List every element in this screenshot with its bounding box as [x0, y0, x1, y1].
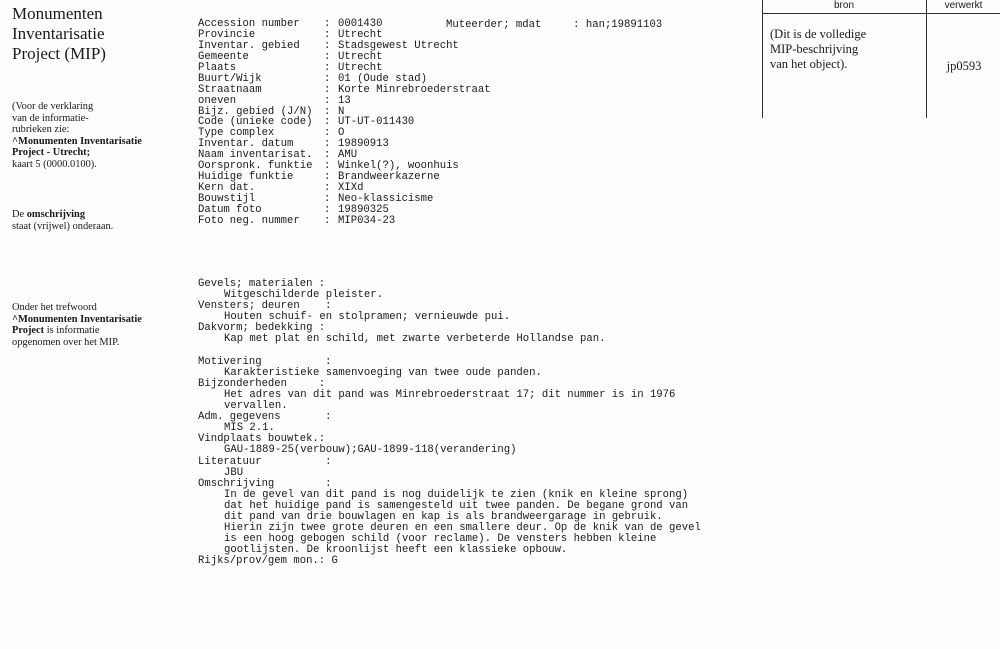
field-value: 0001430 — [338, 18, 383, 30]
field-value: 19890325 — [338, 203, 389, 216]
field-separator: : — [324, 72, 331, 85]
field-label: Naam inventarisat. — [198, 149, 313, 162]
field-separator: : — [324, 28, 331, 41]
bron-line: (Dit is de volledige — [770, 27, 867, 41]
section-body-literatuur: JBU — [224, 466, 244, 479]
note-line: van de informatie- — [12, 112, 89, 124]
field-separator: : — [324, 182, 331, 195]
field-value: Utrecht — [338, 28, 383, 41]
note-line: rubrieken zie: — [12, 124, 70, 136]
section-heading-rijks: Rijks/prov/gem mon.: G — [198, 555, 338, 568]
section-heading-literatuur: Literatuur : — [198, 455, 332, 468]
field-separator: : — [324, 18, 331, 30]
field-separator: : — [324, 127, 331, 140]
info-note-legend — [12, 101, 187, 171]
section-body-adm: MIS 2.1. — [224, 422, 275, 435]
section-body-vensters: Houten schuif- en stolpramen; vernieuwde pui. — [224, 311, 511, 324]
field-separator: : — [324, 203, 331, 216]
section-heading-vindplaats: Vindplaats bouwtek.: — [198, 433, 326, 446]
note-bold: ^Monumenten Inventarisatie — [12, 135, 142, 147]
field-value: O — [338, 127, 345, 140]
field-label: Gemeente — [198, 50, 249, 63]
omschrijving-line: gootlijsten. De kroonlijst heeft een klassieke opbouw. — [224, 544, 568, 557]
field-label: Muteerder; mdat — [446, 19, 542, 31]
field-value: 19890913 — [338, 138, 389, 151]
table-divider — [926, 0, 927, 118]
page-title — [12, 4, 182, 64]
title-line: Inventarisatie — [12, 24, 105, 43]
note-bold: omschrijving — [26, 209, 86, 220]
field-value: Stadsgewest Utrecht — [338, 39, 459, 52]
field-separator: : — [324, 39, 331, 52]
field-label: Huidige funktie — [198, 171, 294, 184]
field-value: XIXd — [338, 182, 364, 195]
omschrijving-line: dat het huidige pand is samengesteld uit twee panden. De begane grond van — [224, 499, 689, 512]
bron-line: MIP-beschrijving — [770, 42, 859, 56]
field-label: oneven — [198, 94, 237, 107]
omschrijving-line: Hierin zijn twee grote deuren en een smallere deur. Op de knik van de gevel — [224, 522, 701, 535]
field-label: Code (unieke code) — [198, 116, 313, 129]
table-cell-verwerkt: jp0593 — [946, 59, 982, 73]
field-value: Utrecht — [338, 61, 383, 74]
field-label: Buurt/Wijk — [198, 72, 262, 85]
field-value: 01 (Oude stad) — [338, 72, 428, 85]
section-heading-vensters: Vensters; deuren : — [198, 300, 332, 313]
section-heading-dakvorm: Dakvorm; bedekking : — [198, 322, 326, 335]
field-label: Datum foto — [198, 203, 262, 216]
field-label: Plaats — [198, 61, 237, 74]
field-separator: : — [324, 214, 331, 227]
info-note-keyword — [12, 302, 187, 348]
field-label: Straatnaam — [198, 83, 262, 96]
field-value: N — [338, 105, 345, 118]
section-body-gevels: Witgeschilderde pleister. — [224, 289, 383, 302]
field-label: Bijz. gebied (J/N) — [198, 105, 313, 118]
section-body-motivering: Karakteristieke samenvoeging van twee oude panden. — [224, 366, 542, 379]
section-heading-bijzonderheden: Bijzonderheden : — [198, 377, 326, 390]
section-heading-gevels: Gevels; materialen : — [198, 278, 326, 290]
field-value: Brandweerkazerne — [338, 171, 440, 184]
table-cell-bron — [770, 27, 866, 72]
field-separator: : — [324, 61, 331, 74]
field-value: AMU — [338, 149, 358, 162]
record-fields — [198, 18, 663, 227]
table-header-bron: bron — [833, 0, 854, 11]
field-value: han;19891103 — [585, 19, 663, 31]
field-separator: : — [324, 105, 331, 118]
field-label: Accession number — [198, 18, 300, 30]
field-label: Provincie — [198, 28, 256, 41]
note-bold: ^Monumenten Inventarisatie — [12, 313, 142, 325]
note-line: (Voor de verklaring — [12, 101, 94, 112]
section-body-vindplaats: GAU-1889-25(verbouw);GAU-1899-118(verandering) — [224, 444, 517, 457]
note-line: kaart 5 (0000.0100). — [12, 158, 97, 170]
table-header-verwerkt: verwerkt — [944, 0, 983, 11]
field-label: Inventar. gebied — [198, 39, 300, 52]
omschrijving-line: dit pand van drie bouwlagen en kap is als brandweergarage in gebruik. — [224, 510, 663, 523]
section-body-bijzonderheden: Het adres van dit pand was Minrebroederstraat 17; dit nummer is in 1976 — [224, 388, 676, 401]
field-value: Neo-klassicisme — [338, 193, 434, 205]
note-text: is informatie — [44, 325, 100, 337]
field-row — [198, 216, 491, 227]
bron-line: van het object). — [770, 57, 848, 71]
table-border — [762, 0, 763, 118]
field-label: Type complex — [198, 127, 275, 140]
field-separator: : — [324, 83, 331, 96]
field-separator: : — [324, 171, 331, 184]
omschrijving-line: In de gevel van dit pand is nog duidelijk te zien (knik en kleine sprong) — [224, 488, 689, 501]
section-body-bijzonderheden: vervallen. — [224, 400, 288, 413]
field-value: 13 — [338, 94, 351, 107]
field-separator: : — [573, 19, 580, 31]
field-value: UT-UT-011430 — [338, 116, 415, 129]
field-separator: : — [324, 138, 331, 151]
section-heading-motivering: Motivering : — [198, 355, 332, 368]
field-separator: : — [324, 94, 331, 107]
field-separator: : — [324, 50, 331, 63]
omschrijving-line: is een hoog gebogen schild (voor reclame). De vensters hebben kleine — [224, 533, 657, 546]
field-separator: : — [324, 193, 331, 205]
title-line: Project (MIP) — [12, 44, 106, 63]
field-value: Winkel(?), woonhuis — [338, 160, 459, 173]
section-heading-adm: Adm. gegevens : — [198, 411, 332, 424]
note-bold: Project — [12, 325, 45, 337]
info-note-description — [12, 209, 187, 232]
field-label: Kern dat. — [198, 182, 256, 195]
muteerder-field — [446, 19, 662, 31]
section-heading-omschrijving: Omschrijving : — [198, 477, 332, 490]
section-body-dakvorm: Kap met plat en schild, met zwarte verbeterde Hollandse pan. — [224, 333, 606, 346]
field-separator: : — [324, 149, 331, 162]
title-line: Monumenten — [12, 4, 103, 23]
field-value: Korte Minrebroederstraat — [338, 83, 491, 96]
field-label: Oorspronk. funktie — [198, 160, 313, 173]
note-line: staat (vrijwel) onderaan. — [12, 220, 114, 232]
note-line: opgenomen over het MIP. — [12, 336, 120, 348]
table-header-rule — [762, 13, 1000, 14]
record-sections — [198, 279, 701, 567]
field-separator: : — [324, 160, 331, 173]
field-label: Foto neg. nummer — [198, 214, 300, 227]
note-text: De — [12, 209, 27, 220]
field-separator: : — [324, 116, 331, 129]
field-value: MIP034-23 — [338, 214, 396, 227]
field-value: Utrecht — [338, 50, 383, 63]
field-label: Bouwstijl — [198, 193, 256, 205]
sidebar — [12, 4, 182, 64]
field-label: Inventar. datum — [198, 138, 294, 151]
note-bold: Project - Utrecht; — [12, 147, 91, 159]
note-line: Onder het trefwoord — [12, 302, 97, 313]
source-table — [762, 0, 1000, 118]
